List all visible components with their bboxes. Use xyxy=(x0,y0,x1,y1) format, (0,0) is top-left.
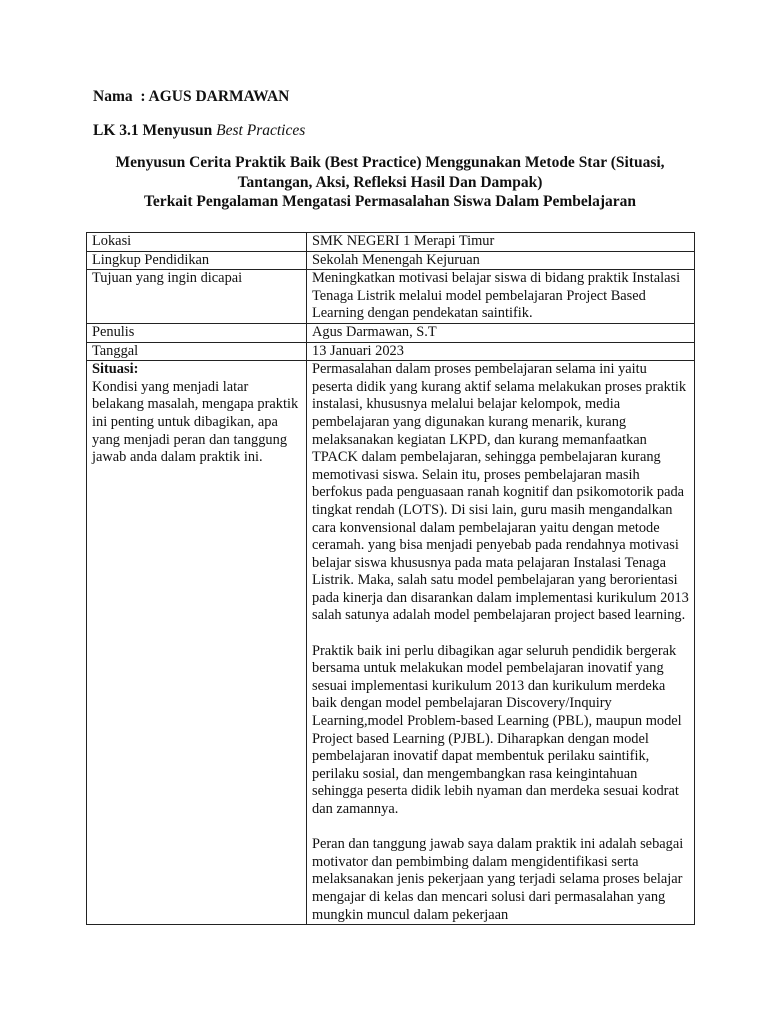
situasi-content-cell xyxy=(307,361,695,925)
row-value: 13 Januari 2023 xyxy=(307,342,695,361)
best-practice-table xyxy=(86,232,695,925)
row-label: Tujuan yang ingin dicapai xyxy=(87,270,307,324)
author-name-line: Nama : AGUS DARMAWAN xyxy=(93,88,290,105)
row-label: Lingkup Pendidikan xyxy=(87,251,307,270)
situasi-label-cell xyxy=(87,361,307,925)
heading-line-1: Menyusun Cerita Praktik Baik (Best Practice) Menggunakan Metode Star (Situasi, xyxy=(115,154,665,171)
table-row-tujuan xyxy=(87,270,695,324)
row-label: Tanggal xyxy=(87,342,307,361)
row-value: Meningkatkan motivasi belajar siswa di bidang praktik Instalasi Tenaga Listrik melalui model pembelajaran Project Based Learning dengan pendekatan saintifik. xyxy=(307,270,695,324)
table-row-situasi xyxy=(87,361,695,925)
table-row-penulis xyxy=(87,323,695,342)
situasi-description: Kondisi yang menjadi latar belakang masalah, mengapa praktik ini penting untuk dibagikan, apa yang menjadi peran dan tanggung jawab anda dalam praktik ini. xyxy=(92,378,299,466)
lk-title-line xyxy=(93,122,305,140)
situasi-paragraph-1: Permasalahan dalam proses pembelajaran selama ini yaitu peserta didik yang kurang aktif selama melakukan proses praktik instalasi, khususnya melalui belajar kelompok, media pembelajaran yang digunakan kurang menarik, kurang melaksanakan kegiatan LKPD, dan kurang memanfaatkan TPACK dalam pembelajaran, sehingga pembelajaran kurang memotivasi siswa. Selain itu, proses pembelajaran masih berfokus pada penguasaan ranah kognitif dan psikomotorik pada tingkat rendah (LOTS). Di sisi lain, guru masih mengandalkan cara konvensional dalam pembelajaran yaitu dengan metode ceramah. yang bisa menjadi penyebab pada rendahnya motivasi belajar siswa khususnya pada mata pelajaran Instalasi Tenaga Listrik. Maka, salah satu model pembelajaran yang berorientasi pada kinerja dan disarankan dalam implementasi kurikulum 2013 salah satunya adalah model pembelajaran project based learning. xyxy=(312,361,689,624)
table-row-lingkup xyxy=(87,251,695,270)
row-label: Lokasi xyxy=(87,233,307,252)
document-heading xyxy=(86,153,694,212)
row-value: Sekolah Menengah Kejuruan xyxy=(307,251,695,270)
row-value: SMK NEGERI 1 Merapi Timur xyxy=(307,233,695,252)
lk-italic: Best Practices xyxy=(216,122,306,139)
table-row-lokasi xyxy=(87,233,695,252)
heading-line-2: Tantangan, Aksi, Refleksi Hasil Dan Dampak) xyxy=(237,173,543,191)
situasi-title: Situasi: xyxy=(92,361,139,378)
lk-prefix: LK 3.1 Menyusun xyxy=(93,122,217,139)
situasi-paragraph-3: Peran dan tanggung jawab saya dalam praktik ini adalah sebagai motivator dan pembimbing dalam mengidentifikasi serta melaksanakan jenis pekerjaan yang terjadi selama proses belajar mengajar di kelas dan mencari solusi dari permasalahan yang mungkin muncul dalam pekerjaan xyxy=(312,836,684,923)
row-value: Agus Darmawan, S.T xyxy=(307,323,695,342)
situasi-paragraph-2: Praktik baik ini perlu dibagikan agar seluruh pendidik bergerak bersama untuk melakukan model pembelajaran inovatif yang sesuai implementasi kurikulum 2013 dan kurikulum merdeka baik dengan model pembelajaran Discovery/Inquiry Learning,model Problem-based Learning (PBL), maupun model Project based Learning (PJBL). Diharapkan dengan model pembelajaran inovatif dapat membentuk perilaku saintifik, perilaku sosial, dan mengembangkan rasa keingintahuan sehingga peserta didik lebih nyaman dan merdeka sesuai kodrat dan zamannya. xyxy=(312,642,682,817)
heading-line-3: Terkait Pengalaman Mengatasi Permasalahan Siswa Dalam Pembelajaran xyxy=(144,193,636,210)
table-row-tanggal xyxy=(87,342,695,361)
row-label: Penulis xyxy=(87,323,307,342)
